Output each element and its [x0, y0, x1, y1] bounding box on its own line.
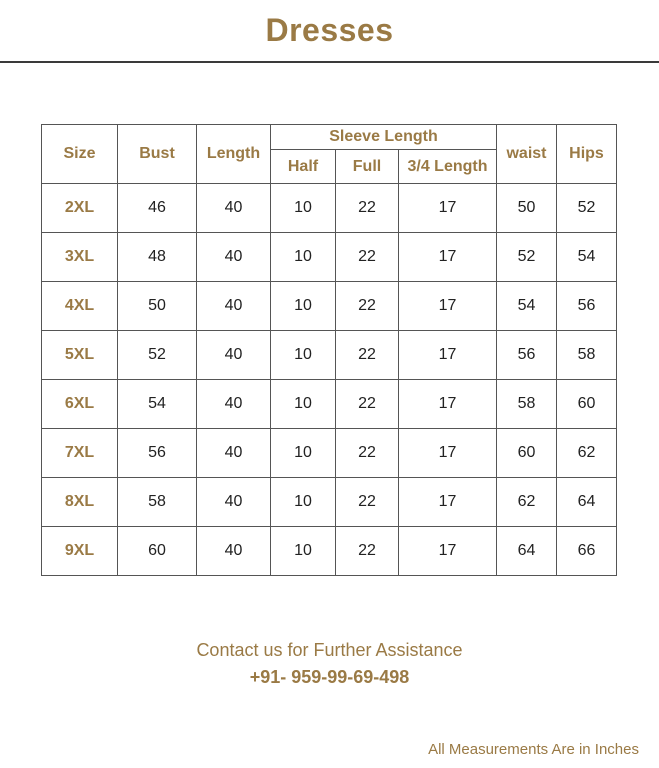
cell-hips: 58 — [557, 331, 617, 380]
cell-hips: 66 — [557, 527, 617, 576]
cell-three-quarter: 17 — [399, 233, 497, 282]
cell-half: 10 — [271, 331, 336, 380]
cell-bust: 48 — [118, 233, 197, 282]
table-row — [42, 380, 617, 429]
cell-size: 8XL — [42, 478, 118, 527]
title-divider — [0, 61, 659, 63]
cell-size: 2XL — [42, 184, 118, 233]
header-full: Full — [336, 150, 399, 184]
table-row — [42, 233, 617, 282]
cell-waist: 50 — [497, 184, 557, 233]
cell-size: 6XL — [42, 380, 118, 429]
cell-full: 22 — [336, 233, 399, 282]
cell-three-quarter: 17 — [399, 478, 497, 527]
cell-half: 10 — [271, 429, 336, 478]
page-title: Dresses — [265, 12, 394, 48]
cell-waist: 56 — [497, 331, 557, 380]
cell-length: 40 — [197, 478, 271, 527]
cell-bust: 46 — [118, 184, 197, 233]
cell-bust: 50 — [118, 282, 197, 331]
cell-bust: 60 — [118, 527, 197, 576]
cell-size: 9XL — [42, 527, 118, 576]
cell-three-quarter: 17 — [399, 184, 497, 233]
cell-half: 10 — [271, 282, 336, 331]
cell-three-quarter: 17 — [399, 282, 497, 331]
cell-length: 40 — [197, 331, 271, 380]
header-three-quarter: 3/4 Length — [399, 150, 497, 184]
table-row — [42, 331, 617, 380]
cell-hips: 54 — [557, 233, 617, 282]
cell-half: 10 — [271, 184, 336, 233]
header-length: Length — [197, 125, 271, 184]
header-hips: Hips — [557, 125, 617, 184]
cell-hips: 52 — [557, 184, 617, 233]
cell-waist: 54 — [497, 282, 557, 331]
cell-full: 22 — [336, 282, 399, 331]
cell-full: 22 — [336, 380, 399, 429]
cell-waist: 58 — [497, 380, 557, 429]
contact-text: Contact us for Further Assistance — [196, 640, 463, 660]
table-body — [42, 184, 617, 576]
header-half: Half — [271, 150, 336, 184]
cell-half: 10 — [271, 233, 336, 282]
cell-length: 40 — [197, 282, 271, 331]
cell-half: 10 — [271, 527, 336, 576]
phone-number: +91- 959-99-69-498 — [249, 667, 410, 687]
cell-waist: 52 — [497, 233, 557, 282]
table-row — [42, 282, 617, 331]
cell-bust: 58 — [118, 478, 197, 527]
cell-waist: 62 — [497, 478, 557, 527]
cell-bust: 52 — [118, 331, 197, 380]
cell-bust: 56 — [118, 429, 197, 478]
cell-hips: 56 — [557, 282, 617, 331]
cell-bust: 54 — [118, 380, 197, 429]
table-header-row — [42, 125, 617, 150]
cell-size: 4XL — [42, 282, 118, 331]
cell-waist: 60 — [497, 429, 557, 478]
size-chart-table — [41, 124, 617, 576]
cell-length: 40 — [197, 233, 271, 282]
header-waist: waist — [497, 125, 557, 184]
cell-length: 40 — [197, 527, 271, 576]
cell-full: 22 — [336, 184, 399, 233]
header-bust: Bust — [118, 125, 197, 184]
cell-length: 40 — [197, 184, 271, 233]
cell-hips: 60 — [557, 380, 617, 429]
cell-three-quarter: 17 — [399, 331, 497, 380]
table-row — [42, 429, 617, 478]
measurement-note: All Measurements Are in Inches — [428, 741, 639, 758]
cell-hips: 62 — [557, 429, 617, 478]
cell-length: 40 — [197, 429, 271, 478]
table-row — [42, 184, 617, 233]
cell-full: 22 — [336, 478, 399, 527]
cell-waist: 64 — [497, 527, 557, 576]
cell-length: 40 — [197, 380, 271, 429]
cell-size: 7XL — [42, 429, 118, 478]
cell-full: 22 — [336, 331, 399, 380]
cell-three-quarter: 17 — [399, 380, 497, 429]
table-row — [42, 478, 617, 527]
cell-three-quarter: 17 — [399, 429, 497, 478]
cell-size: 5XL — [42, 331, 118, 380]
cell-three-quarter: 17 — [399, 527, 497, 576]
cell-full: 22 — [336, 527, 399, 576]
cell-full: 22 — [336, 429, 399, 478]
header-size: Size — [42, 125, 118, 184]
table-row — [42, 527, 617, 576]
cell-half: 10 — [271, 478, 336, 527]
cell-size: 3XL — [42, 233, 118, 282]
header-sleeve-length: Sleeve Length — [271, 125, 497, 150]
cell-hips: 64 — [557, 478, 617, 527]
cell-half: 10 — [271, 380, 336, 429]
